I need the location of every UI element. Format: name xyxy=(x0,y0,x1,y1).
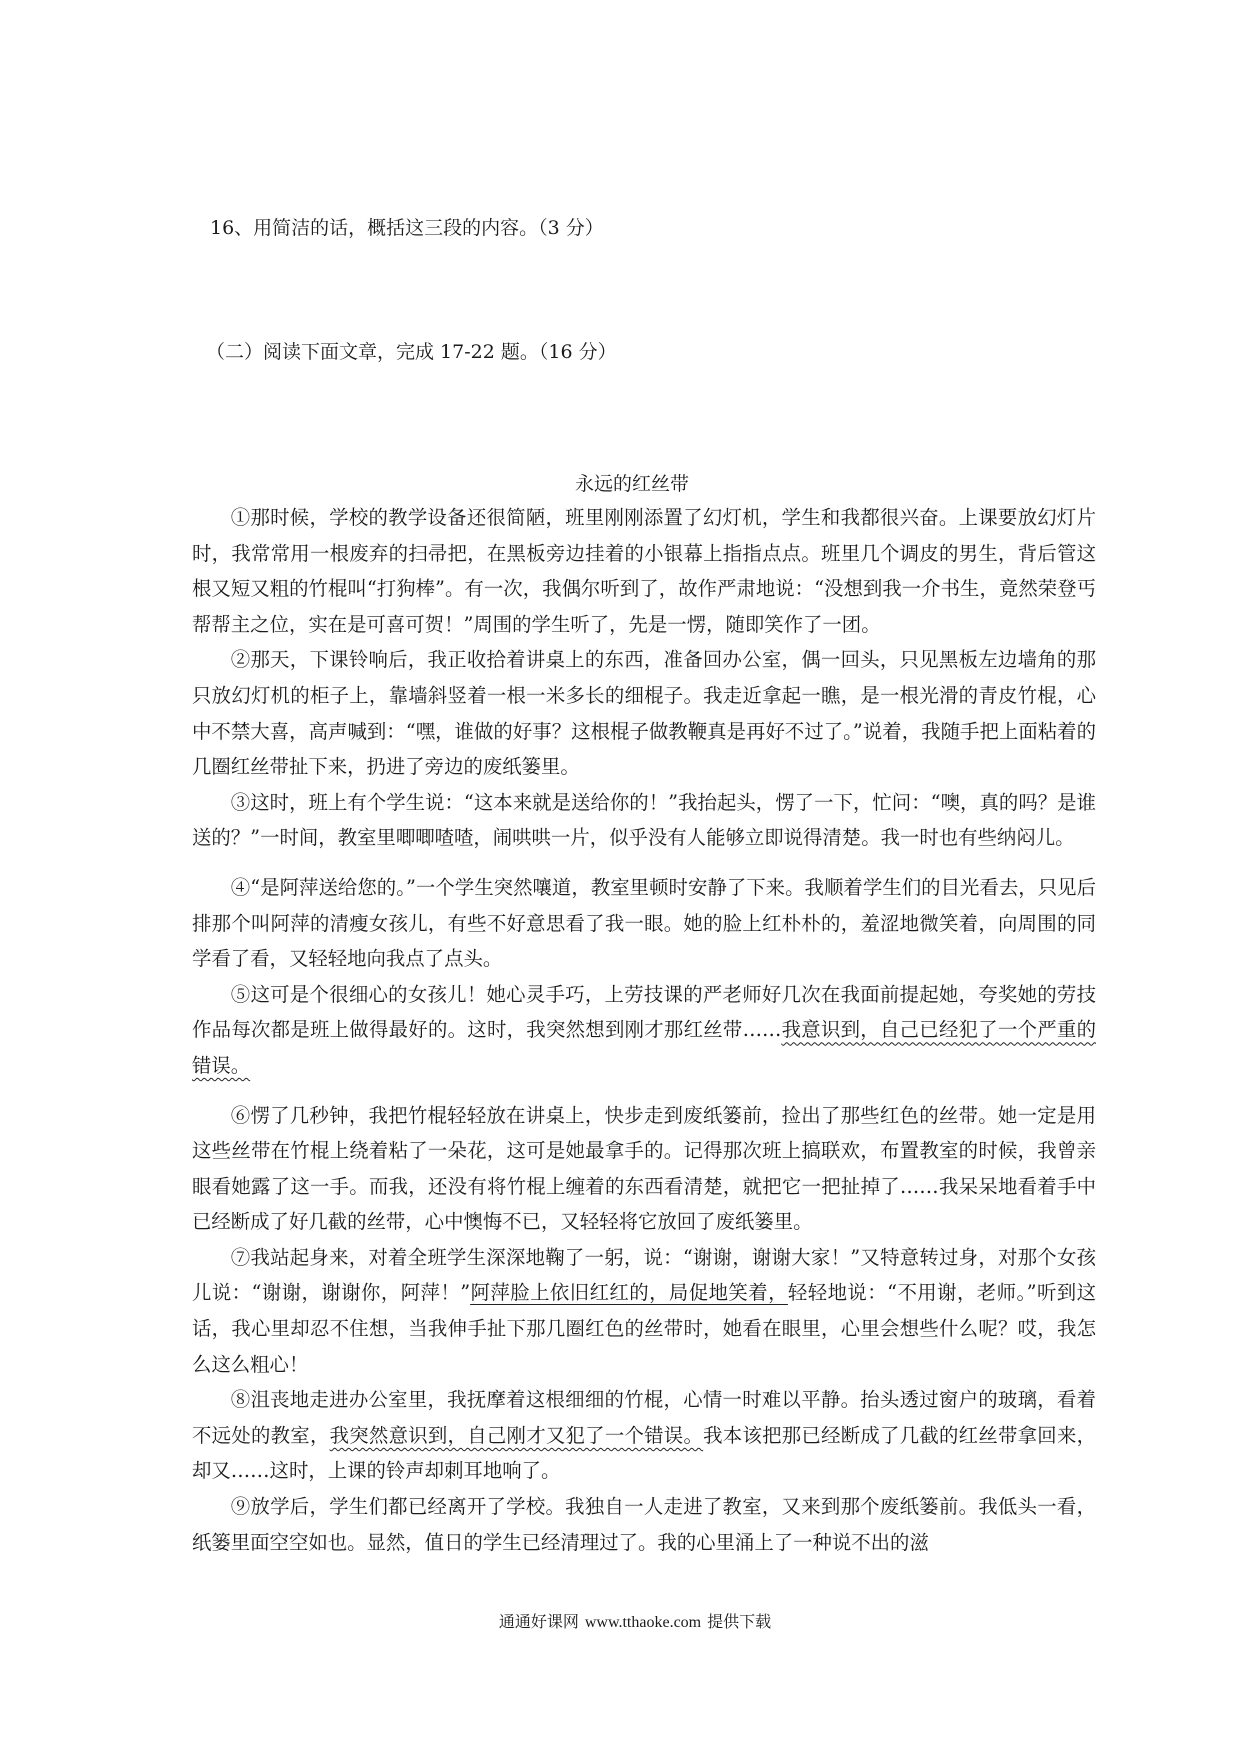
paragraph-8-text-b: 我本该把那已经断成了几截的红丝带拿回来，却又……这时，上课的铃声却刺耳地响了。 xyxy=(192,1423,1097,1483)
footer-suffix: 提供下载 xyxy=(707,1612,772,1631)
paragraph-3: ③这时，班上有个学生说：“这本来就是送给你的！”我抬起头，愣了一下，忙问：“噢，真的吗？是谁送的？”一时间，教室里唧唧喳喳，闹哄哄一片，似乎没有人能够立即说得清楚。我一时也有些纳闷儿。 xyxy=(192,790,1096,850)
paragraph-5 xyxy=(192,977,1096,1084)
section-2-heading: （二）阅读下面文章，完成 17-22 题。（16 分） xyxy=(206,341,617,363)
paragraph-1: ①那时候，学校的教学设备还很简陋，班里刚刚添置了幻灯机，学生和我都很兴奋。上课要放幻灯片时，我常常用一根废弃的扫帚把，在黑板旁边挂着的小银幕上指指点点。班里几个调皮的男生，背后管这根又短又粗的竹棍叫“打狗棒”。有一次，我偶尔听到了，故作严肃地说：“没想到我一介书生，竟然荣登丐帮帮主之位，实在是可喜可贺！”周围的学生听了，先是一愣，随即笑作了一团。 xyxy=(192,506,1096,636)
paragraph-9: ⑨放学后，学生们都已经离开了学校。我独自一人走进了教室，又来到那个废纸篓前。我低头一看，纸篓里面空空如也。显然，值日的学生已经清理过了。我的心里涌上了一种说不出的滋 xyxy=(192,1495,1096,1554)
paragraph-8 xyxy=(192,1382,1096,1489)
paragraph-7-underlined-sentence: 阿萍脸上依旧红红的，局促地笑着， xyxy=(470,1281,788,1305)
paragraph-8-text-a: ⑧沮丧地走进办公室里，我抚摩着这根细细的竹棍，心情一时难以平静。抬头透过窗户的玻璃，看着不远处的教室， xyxy=(192,1388,1096,1447)
paragraph-4: ④“是阿萍送给您的。”一个学生突然嚷道，教室里顿时安静了下来。我顺着学生们的目光看去，只见后排那个叫阿萍的清瘦女孩儿，有些不好意思看了我一眼。她的脸上红朴朴的，羞涩地微笑着，向周围的同学看了看，又轻轻地向我点了点头。 xyxy=(192,875,1096,971)
paragraph-7 xyxy=(192,1240,1096,1382)
paragraph-7-text-b: 轻轻地说：“不用谢，老师。”听到这话，我心里却忍不住想，当我伸手扯下那几圈红色的丝带时，她看在眼里，心里会想些什么呢？哎，我怎么这么粗心！ xyxy=(192,1281,1097,1376)
paragraph-5-underlined-sentence: 我意识到，自己已经犯了一个严重的错误。 xyxy=(192,1018,1096,1077)
paragraph-2: ②那天，下课铃响后，我正收拾着讲桌上的东西，准备回办公室，偶一回头，只见黑板左边墙角的那只放幻灯机的柜子上，靠墙斜竖着一根一米多长的细棍子。我走近拿起一瞧，是一根光滑的青皮竹棍，心中不禁大喜，高声喊到：“嘿，谁做的好事？这根棍子做教鞭真是再好不过了。”说着，我随手把上面粘着的几圈红丝带扯下来，扔进了旁边的废纸篓里。 xyxy=(192,648,1096,779)
paragraph-6: ⑥愣了几秒钟，我把竹棍轻轻放在讲桌上，快步走到废纸篓前，捡出了那些红色的丝带。她一定是用这些丝带在竹棍上绕着粘了一朵花，这可是她最拿手的。记得那次班上搞联欢，布置教室的时候，我曾亲眼看她露了这一手。而我，还没有将竹棍上缠着的东西看清楚，就把它一把扯掉了……我呆呆地看着手中已经断成了好几截的丝带，心中懊悔不已，又轻轻将它放回了废纸篓里。 xyxy=(192,1103,1096,1234)
paragraph-8-underlined-sentence: 我突然意识到，自己刚才又犯了一个错误。 xyxy=(329,1423,704,1447)
footer-url: www.tthaoke.com xyxy=(584,1614,702,1631)
article-title: 永远的红丝带 xyxy=(574,473,689,495)
footer-site-name: 通通好课网 xyxy=(498,1612,579,1631)
page-footer xyxy=(0,1610,1240,1635)
article-body xyxy=(192,500,1096,1560)
paragraph-5-text: ⑤这可是个很细心的女孩儿！她心灵手巧，上劳技课的严老师好几次在我面前提起她，夸奖她的劳技作品每次都是班上做得最好的。这时，我突然想到刚才那红丝带…… xyxy=(192,982,1096,1042)
paragraph-7-text-a: ⑦我站起身来，对着全班学生深深地鞠了一躬，说：“谢谢，谢谢大家！”又特意转过身，对那个女孩儿说：“谢谢，谢谢你，阿萍！” xyxy=(192,1245,1096,1305)
question-16: 16、用简洁的话，概括这三段的内容。（3 分） xyxy=(210,217,604,239)
